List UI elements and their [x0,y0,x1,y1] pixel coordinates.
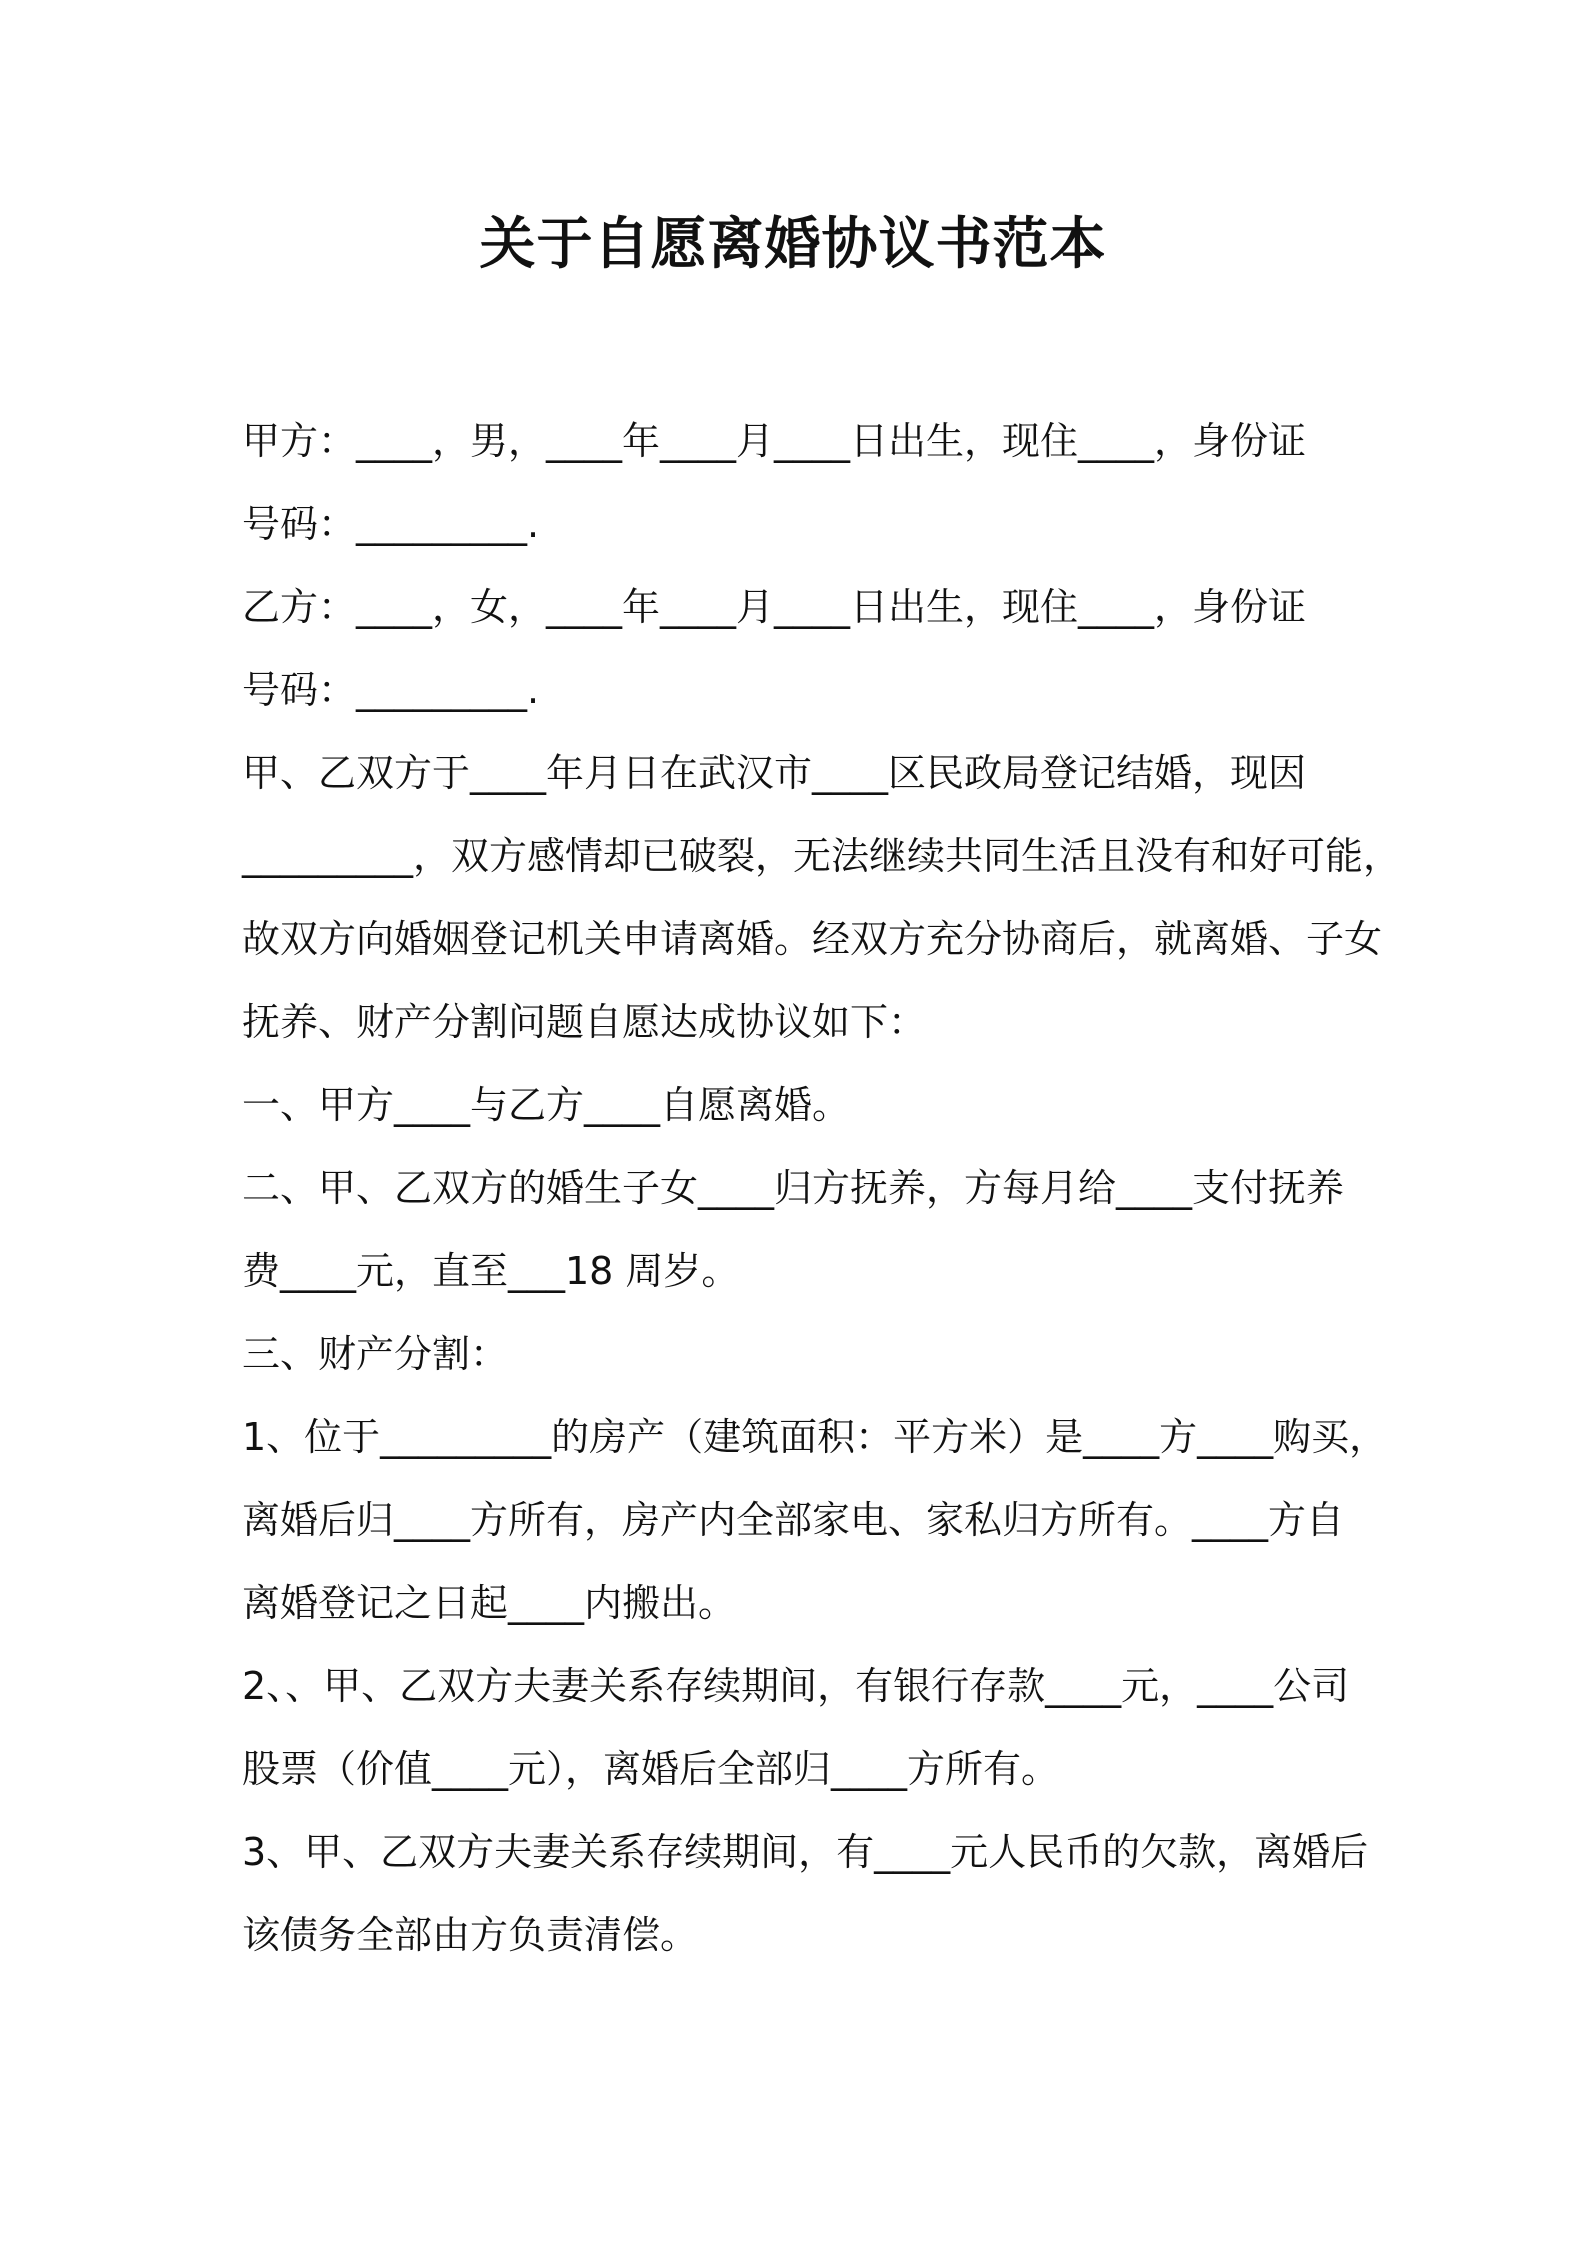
text-line: 甲、乙双方于____年月日在武汉市____区民政局登记结婚，现因 [242,751,1307,795]
text-line: 三、财产分割： [242,1332,509,1376]
text-line: 3、甲、乙双方夫妻关系存续期间，有____元人民币的欠款，离婚后 [242,1830,1369,1874]
text-line: 甲方：____，男，____年____月____日出生，现住____，身份证 [242,419,1307,463]
document-title: 关于自愿离婚协议书范本 [479,212,1107,277]
text-line: 离婚登记之日起____内搬出。 [242,1581,737,1625]
text-line: 乙方：____，女，____年____月____日出生，现住____，身份证 [242,585,1307,629]
text-line: 号码：_________. [242,668,540,712]
text-line: 二、甲、乙双方的婚生子女____归方抚养，方每月给____支付抚养 [242,1166,1345,1210]
text-line: 股票（价值____元），离婚后全部归____方所有。 [242,1747,1060,1791]
text-line: 号码：_________. [242,502,540,546]
text-line: 2、、甲、乙双方夫妻关系存续期间，有银行存款____元，____公司 [242,1664,1350,1708]
text-line: 离婚后归____方所有，房产内全部家电、家私归方所有。____方自 [242,1498,1345,1542]
text-line: 费____元，直至___18 周岁。 [242,1249,740,1293]
document-body [242,400,1402,1977]
text-line: 一、甲方____与乙方____自愿离婚。 [242,1083,851,1127]
text-line: 抚养、财产分割问题自愿达成协议如下： [242,1000,927,1044]
text-line: 故双方向婚姻登记机关申请离婚。经双方充分协商后，就离婚、子女 [242,917,1383,961]
text-line: 该债务全部由方负责清偿。 [242,1913,699,1957]
text-line: 1、位于_________的房产（建筑面积：平方米）是____方____购买， [242,1415,1388,1459]
text-line: _________，双方感情却已破裂，无法继续共同生活且没有和好可能， [242,834,1402,878]
